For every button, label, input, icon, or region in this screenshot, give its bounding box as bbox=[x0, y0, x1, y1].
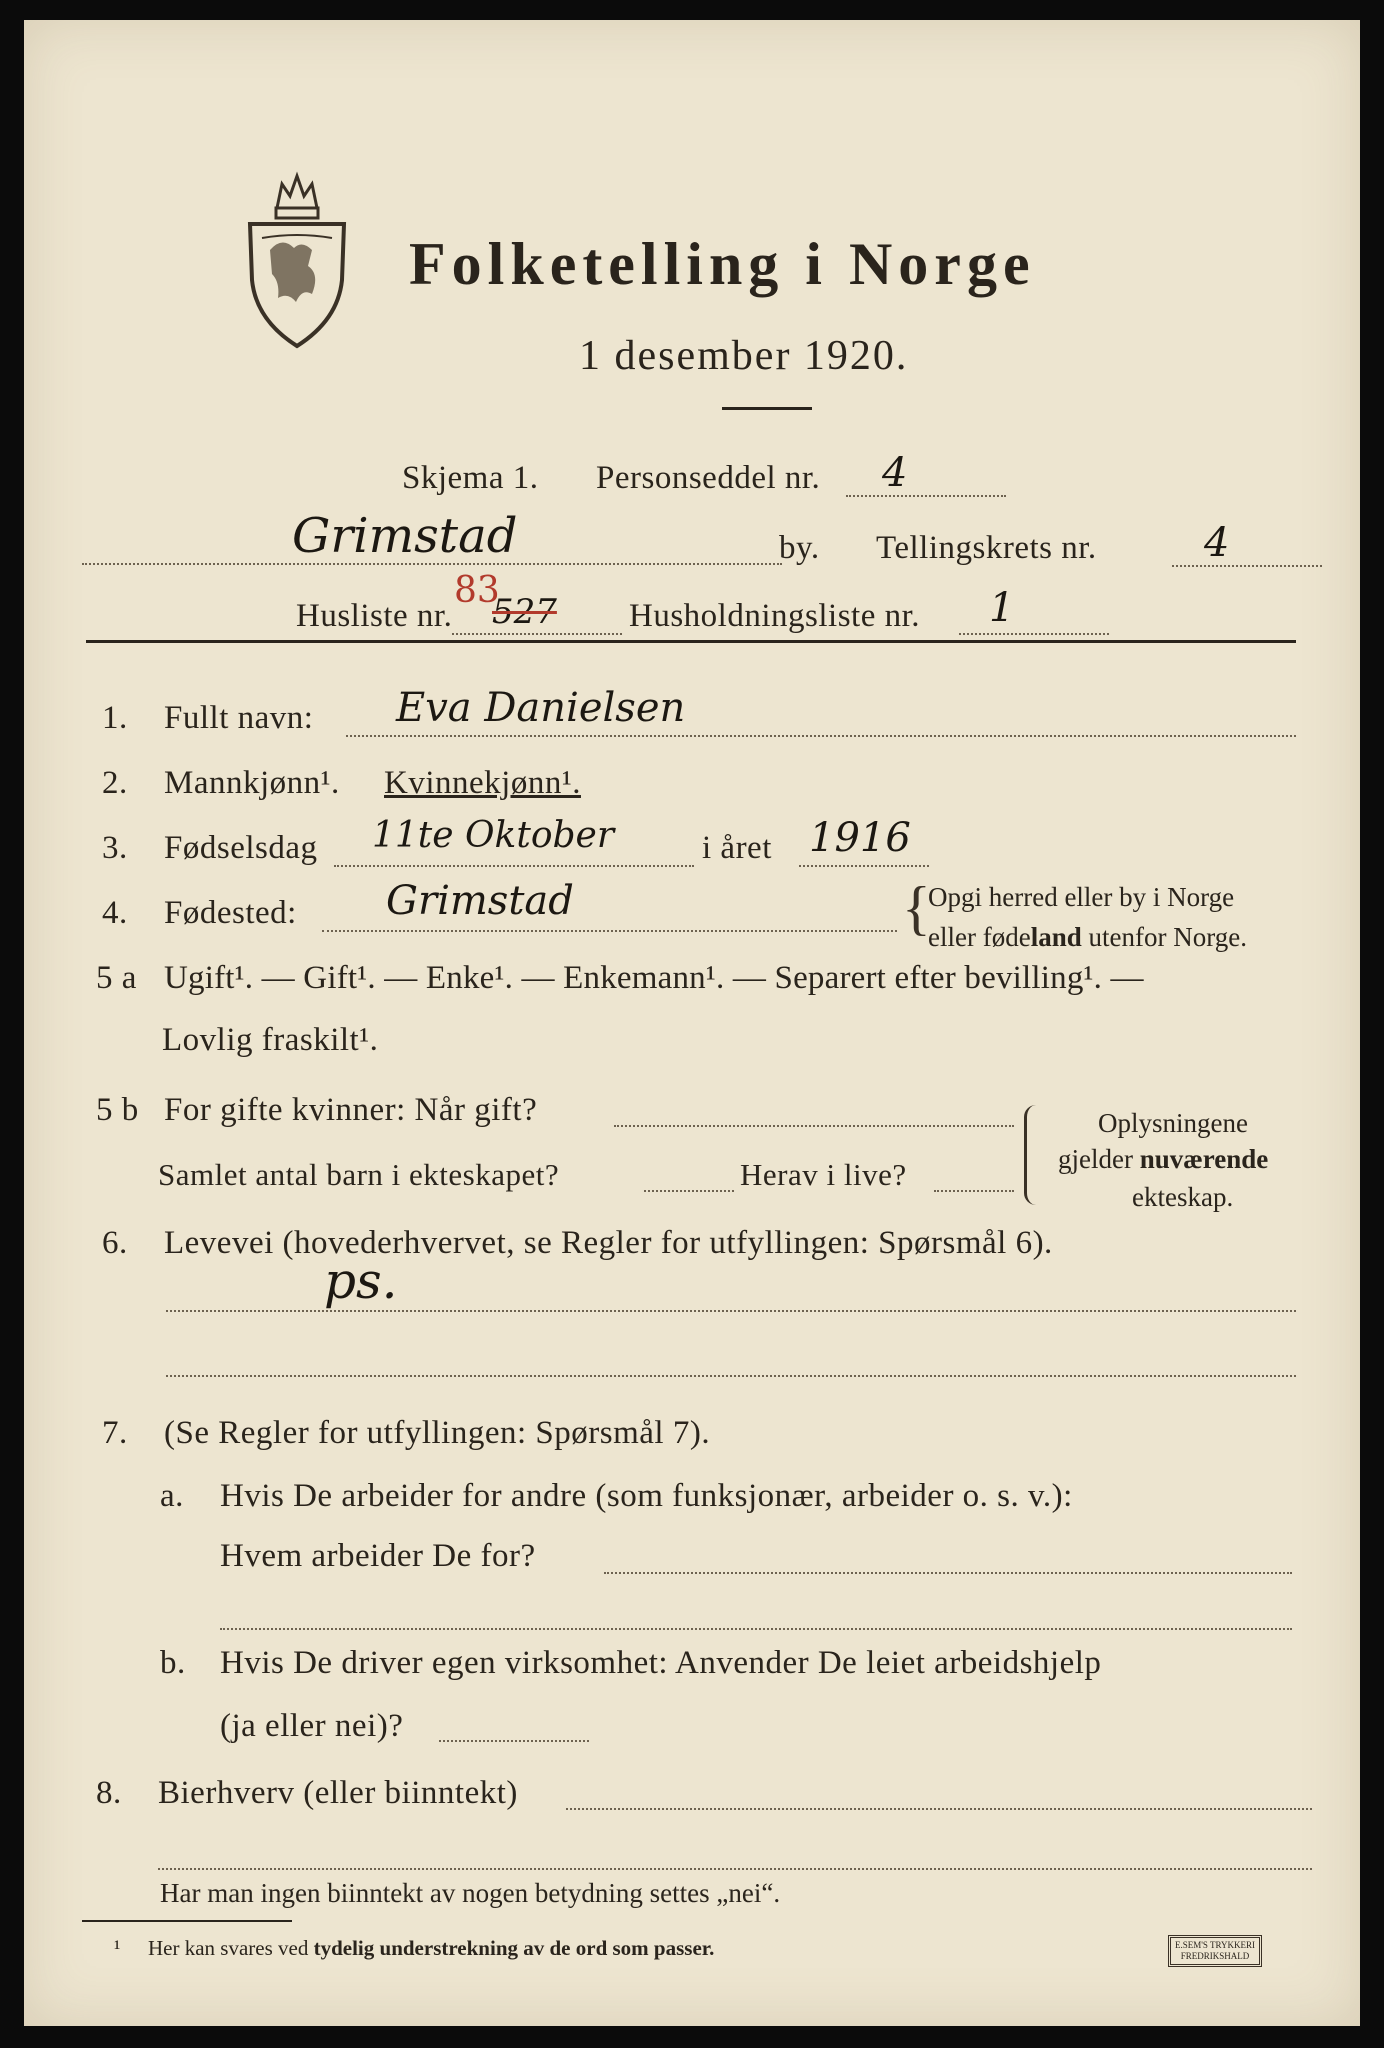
husliste-label: Husliste nr. bbox=[296, 598, 453, 634]
husholdningsliste-label: Husholdningsliste nr. bbox=[629, 598, 921, 634]
printer-stamp: E.SEM'S TRYKKERI FREDRIKSHALD bbox=[1168, 1935, 1262, 1967]
tellingskrets-value: 4 bbox=[1204, 520, 1230, 566]
gender-male-option[interactable]: Mannkjønn¹. bbox=[164, 765, 340, 801]
q5b-brace bbox=[1024, 1105, 1041, 1205]
occupation-field-line2[interactable] bbox=[166, 1375, 1296, 1377]
personseddel-value: 4 bbox=[882, 450, 908, 496]
occupation-field[interactable] bbox=[166, 1310, 1296, 1312]
husholdningsliste-field[interactable] bbox=[959, 633, 1109, 635]
q4-brace: { bbox=[902, 875, 931, 941]
census-date: 1 desember 1920. bbox=[579, 333, 909, 379]
q8-number: 8. bbox=[96, 1775, 122, 1811]
schema-label: Skjema 1. bbox=[402, 460, 539, 496]
title-divider bbox=[722, 407, 812, 410]
children-count-field[interactable] bbox=[644, 1190, 734, 1192]
husholdningsliste-value: 1 bbox=[989, 585, 1015, 631]
q1-label: Fullt navn: bbox=[164, 700, 314, 736]
birthplace-field[interactable] bbox=[322, 930, 897, 932]
employer-field[interactable] bbox=[604, 1572, 1292, 1574]
husliste-field[interactable] bbox=[452, 633, 622, 635]
q8-label: Bierhverv (eller biinntekt) bbox=[158, 1775, 518, 1811]
employer-field-line2[interactable] bbox=[220, 1628, 1292, 1630]
full-name-value: Eva Danielsen bbox=[396, 685, 686, 731]
q3-number: 3. bbox=[102, 830, 128, 866]
birthplace-value: Grimstad bbox=[386, 878, 574, 924]
q1-number: 1. bbox=[102, 700, 128, 736]
q5b-number: 5 b bbox=[96, 1092, 139, 1128]
q7a-line1: Hvis De arbeider for andre (som funksjonær, arbeider o. s. v.): bbox=[220, 1478, 1073, 1514]
footnote-divider bbox=[82, 1920, 292, 1922]
divorced-option[interactable]: Lovlig fraskilt¹. bbox=[162, 1022, 379, 1058]
birth-year-value: 1916 bbox=[809, 815, 911, 861]
by-label: by. bbox=[779, 530, 820, 566]
q7b-line2: (ja eller nei)? bbox=[220, 1708, 404, 1744]
q4-number: 4. bbox=[102, 895, 128, 931]
footnote-marker: ¹ bbox=[114, 1936, 121, 1960]
footnote-text: Her kan svares ved tydelig understrekning av de ord som passer. bbox=[148, 1936, 715, 1960]
q5b-label-married: For gifte kvinner: Når gift? bbox=[164, 1092, 538, 1128]
q5b-label-alive: Herav i live? bbox=[740, 1157, 907, 1192]
tellingskrets-field[interactable] bbox=[1172, 565, 1322, 567]
birthday-field[interactable] bbox=[334, 865, 694, 867]
q4-label: Fødested: bbox=[164, 895, 297, 931]
tellingskrets-label: Tellingskrets nr. bbox=[876, 530, 1097, 566]
personseddel-label: Personseddel nr. bbox=[596, 460, 821, 496]
full-name-field[interactable] bbox=[346, 735, 1296, 737]
q7-label: (Se Regler for utfyllingen: Spørsmål 7). bbox=[164, 1415, 711, 1451]
q5b-note-line1: Oplysningene bbox=[1098, 1108, 1248, 1138]
marital-status-options[interactable]: Ugift¹. — Gift¹. — Enke¹. — Enkemann¹. — Separert efter bevilling¹. — bbox=[164, 960, 1144, 996]
q7a-line2: Hvem arbeider De for? bbox=[220, 1538, 536, 1574]
q7-number: 7. bbox=[102, 1415, 128, 1451]
norway-coat-of-arms-icon bbox=[242, 170, 352, 350]
birth-year-field[interactable] bbox=[799, 865, 929, 867]
header-divider bbox=[86, 640, 1296, 643]
personseddel-field[interactable] bbox=[846, 495, 1006, 497]
children-alive-field[interactable] bbox=[934, 1190, 1014, 1192]
occupation-value: ps. bbox=[324, 1252, 398, 1310]
q2-number: 2. bbox=[102, 765, 128, 801]
q3-year-label: i året bbox=[702, 830, 772, 866]
side-income-field-line2[interactable] bbox=[158, 1868, 1312, 1870]
q6-label: Levevei (hovederhvervet, se Regler for utfyllingen: Spørsmål 6). bbox=[164, 1225, 1053, 1261]
side-income-field[interactable] bbox=[566, 1808, 1312, 1810]
hired-help-field[interactable] bbox=[439, 1740, 589, 1742]
q4-note-line2: eller fødeland utenfor Norge. bbox=[928, 922, 1247, 952]
q7a-letter: a. bbox=[160, 1478, 184, 1514]
q5a-number: 5 a bbox=[96, 960, 137, 996]
q7b-letter: b. bbox=[160, 1645, 186, 1681]
census-form-sheet bbox=[24, 20, 1360, 2026]
form-title: Folketelling i Norge bbox=[409, 231, 1036, 297]
q7b-line1: Hvis De driver egen virksomhet: Anvender De leiet arbeidshjelp bbox=[220, 1645, 1102, 1681]
married-date-field[interactable] bbox=[614, 1125, 1014, 1127]
q5b-label-children: Samlet antal barn i ekteskapet? bbox=[158, 1157, 560, 1192]
husliste-struck-value: 527 bbox=[492, 592, 557, 632]
gender-female-option[interactable]: Kvinnekjønn¹. bbox=[384, 765, 581, 801]
q6-number: 6. bbox=[102, 1225, 128, 1261]
city-value: Grimstad bbox=[292, 508, 518, 564]
birthday-value: 11te Oktober bbox=[372, 815, 615, 856]
husliste-value: 83 bbox=[454, 570, 500, 611]
q3-label: Fødselsdag bbox=[164, 830, 318, 866]
q4-note-line1: Opgi herred eller by i Norge bbox=[928, 882, 1235, 912]
q8-note: Har man ingen biinntekt av nogen betydning settes „nei“. bbox=[160, 1878, 781, 1908]
q5b-note-line2: gjelder nuværende bbox=[1058, 1144, 1269, 1174]
q5b-note-line3: ekteskap. bbox=[1132, 1182, 1234, 1212]
